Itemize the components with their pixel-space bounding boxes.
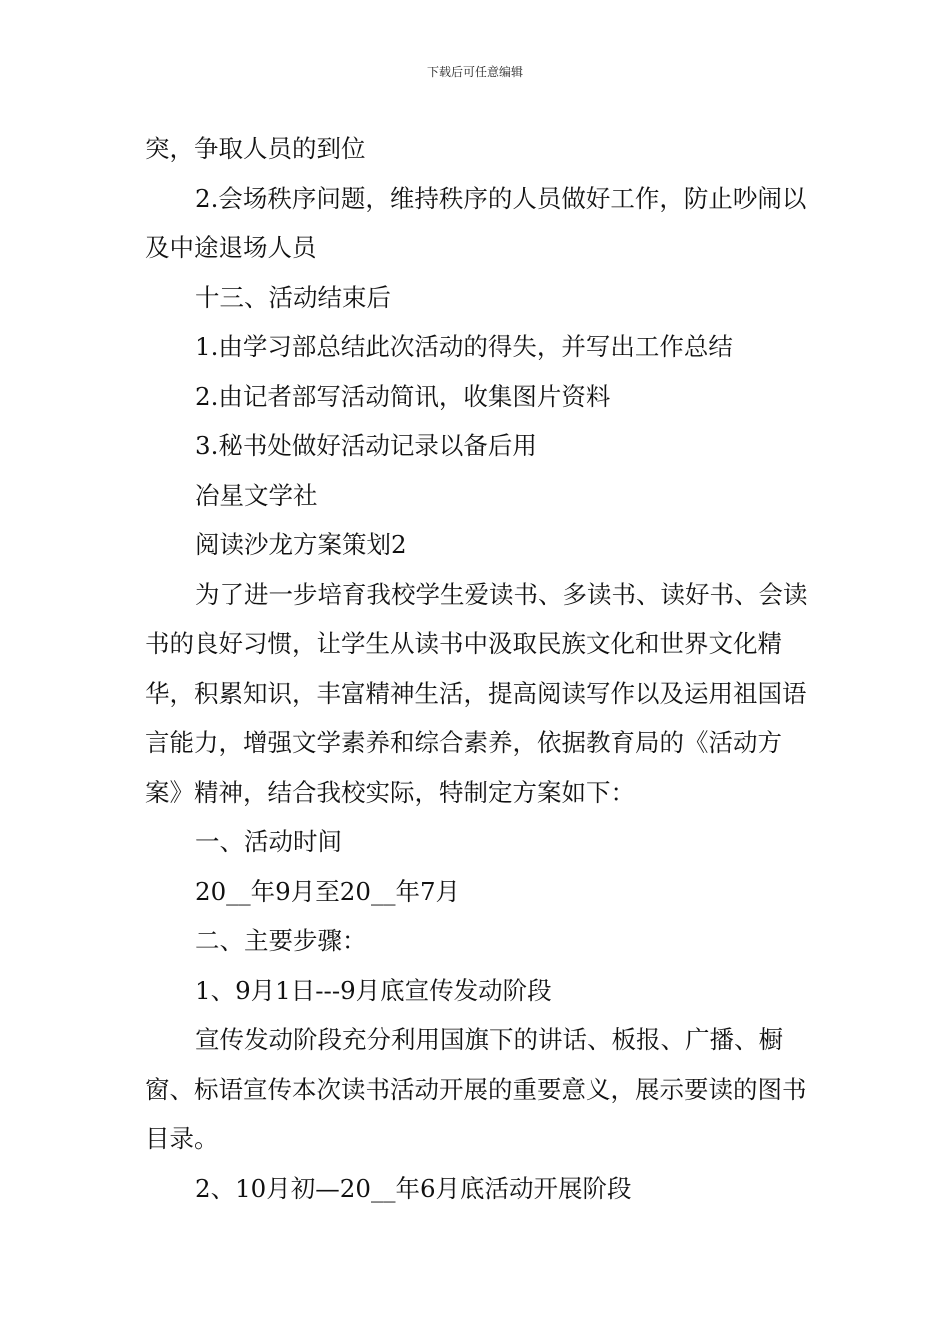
paragraph: 十三、活动结束后 [195,282,391,312]
paragraph: 1.由学习部总结此次活动的得失，并写出工作总结 [195,332,733,361]
paragraph: 宣传发动阶段充分利用国旗下的讲话、板报、广播、橱窗、标语宣传本次读书活动开展的重要意义，展示要读的图书目录。 [145,1025,807,1153]
paragraph: 冶星文学社 [195,480,318,510]
paragraph: 突，争取人员的到位 [145,134,366,163]
paragraph: 20__年9月至20__年7月 [195,876,461,906]
paragraph: 二、主要步骤： [195,926,367,955]
document-body [145,124,810,1213]
paragraph: 为了进一步培育我校学生爱读书、多读书、读好书、会读书的良好习惯，让学生从读书中汲取民族文化和世界文化精华，积累知识，丰富精神生活，提高阅读写作以及运用祖国语言能力，增强文学素养和综合素养，依据教育局的《活动方案》精神，结合我校实际，特制定方案如下： [145,579,808,807]
paragraph: 一、活动时间 [195,827,342,856]
paragraph: 2.由记者部写活动简讯，收集图片资料 [195,381,611,411]
paragraph: 2.会场秩序问题，维持秩序的人员做好工作，防止吵闹以及中途退场人员 [145,183,807,262]
paragraph: 1、9月1日---9月底宣传发动阶段 [195,975,552,1005]
paragraph: 阅读沙龙方案策划2 [195,530,407,559]
page-header: 下载后可任意编辑 [426,65,523,79]
paragraph: 3.秘书处做好活动记录以备后用 [195,431,537,460]
paragraph: 2、10月初—20__年6月底活动开展阶段 [195,1173,632,1203]
